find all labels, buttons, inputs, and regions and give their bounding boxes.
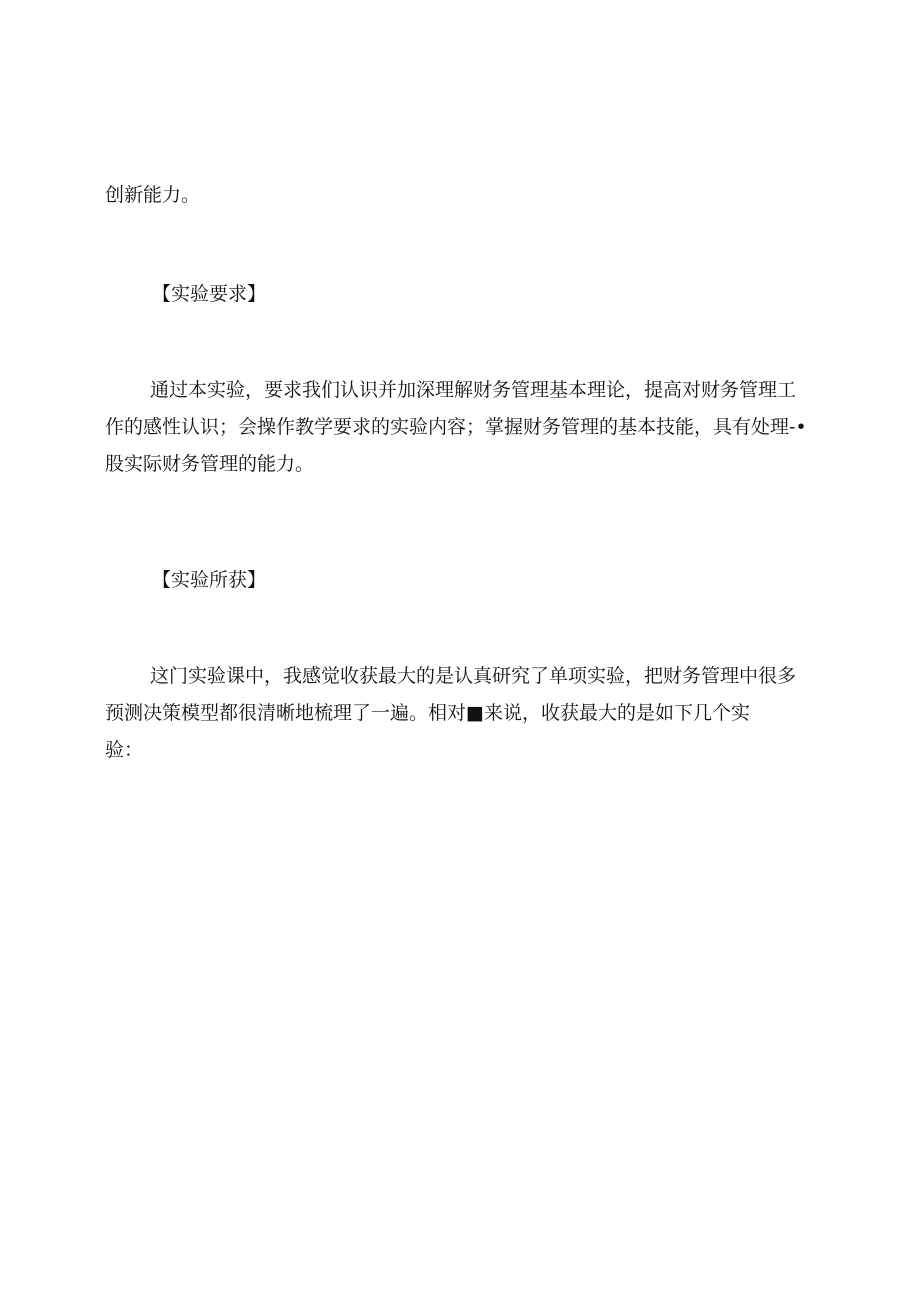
paragraph-requirements xyxy=(105,372,825,483)
paragraph-gains xyxy=(105,658,825,769)
paragraph-line: 验： xyxy=(105,739,144,761)
section-heading-gains: 【实验所获】 xyxy=(152,569,267,591)
paragraph-line: 创新能力。 xyxy=(105,184,201,206)
paragraph-line: 预测决策模型都很清晰地梳理了一遍。相对■来说，收获最大的是如下几个实 xyxy=(105,702,750,724)
paragraph-line: 这门实验课中，我感觉收获最大的是认真研究了单项实验，把财务管理中很多 xyxy=(150,665,797,687)
section-heading-requirements: 【实验要求】 xyxy=(152,283,267,305)
paragraph-line: 通过本实验，要求我们认识并加深理解财务管理基本理论，提高对财务管理工 xyxy=(150,379,797,401)
paragraph-line: 股实际财务管理的能力。 xyxy=(105,453,315,475)
paragraph-line: 作的感性认识；会操作教学要求的实验内容；掌握财务管理的基本技能，具有处理-• xyxy=(105,416,807,438)
paragraph-intro-tail xyxy=(105,177,825,214)
